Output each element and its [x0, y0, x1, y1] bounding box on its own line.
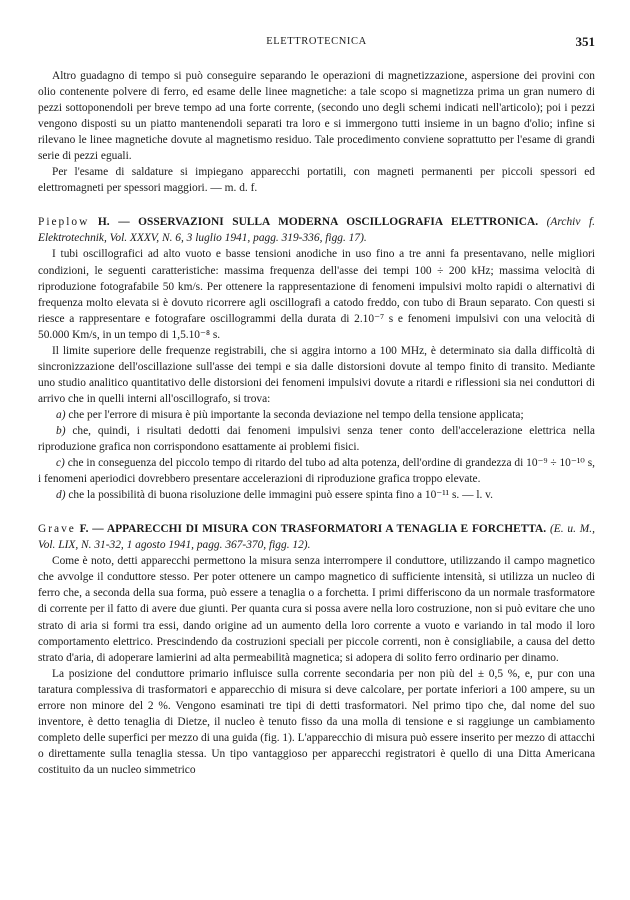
abstract-citation: (Archiv f. Elektrotechnik, Vol. XXXV, N. 6, 3 luglio 1941, pagg. 319-336, figg. 17). — [38, 216, 595, 245]
abstract-heading — [38, 521, 595, 553]
page-header — [38, 36, 595, 54]
list-item-text: che la possibilità di buona risoluzione delle immagini può essere spinta fino a 10⁻¹¹ s. — l. v. — [68, 489, 493, 502]
page-content — [38, 68, 595, 778]
list-item — [38, 407, 595, 423]
abstract-paragraph-1: I tubi oscillografici ad alto vuoto e basse tensioni anodiche in uso fino a tre anni fa presentavano, nelle migliori condizioni, le seguenti caratteristiche: massima frequenza dell'asse dei tempi 100 ÷ 200 kHz; massima velocità di riproduzione fotografabile 50 km/s. Per ottenere la rappresentazione di fenomeni impulsivi molto rapidi o alternativi di frequenza molto elevata si è dovuto ricorrere agli oscillografi a catodo freddo, con tubo di Braun separato. Con questi si riesce a rappresentare e fotografare oscillogrammi della durata di 2.10⁻⁷ s e fenomeni impulsivi con una velocità di 50.000 Km/s, in un tempo di 1,5.10⁻⁸ s. — [38, 248, 595, 341]
list-item-text: che per l'errore di misura è più importante la seconda deviazione nel tempo della tensione applicata; — [68, 408, 524, 421]
list-item-text: che, quindi, i risultati dedotti dai fenomeni impulsivi senza tener conto dell'accelerazione elettrica nella riproduzione grafica non corrispondono esattamente ai problemi fisici. — [38, 424, 595, 454]
abstract-oscillografia — [38, 214, 595, 503]
intro-paragraph-2: Per l'esame di saldature si impiegano apparecchi portatili, con magneti permanenti per piccoli spessori ed elettromagneti per spessori maggiori. — m. d. f. — [38, 166, 595, 195]
abstract-apparecchi-di-misura — [38, 521, 595, 778]
abstract-title: — OSSERVAZIONI SULLA MODERNA OSCILLOGRAFIA ELETTRONICA. — [118, 216, 539, 229]
list-item — [38, 455, 595, 487]
running-title: ELETTROTECNICA — [266, 36, 367, 47]
author-name: Pieplow — [38, 216, 90, 229]
list-item-label: a) — [56, 408, 66, 421]
section-gap — [38, 503, 595, 521]
intro-paragraph-1: Altro guadagno di tempo si può conseguire separando le operazioni di magnetizzazione, aspersione dei provini con olio contenente polvere di ferro, ed esame delle linee magnetiche: a tale scopo si magnetizza prima un gran numero di pezzi sottoponendoli per breve tempo ad una forte corrente, (secondo uno degli schemi indicati nell'articolo); poi i pezzi vengono disposti su un piatto mantenendoli separati tra loro e si immergono tutti insieme in un bagno d'olio; infine si rilevano le linee magnetiche dovute al magnetismo residuo. Tale procedimento conviene soprattutto per l'esame di grandi serie di pezzi eguali. — [38, 70, 595, 163]
abstract-paragraph-2: Il limite superiore delle frequenze registrabili, che si aggira intorno a 100 MHz, è determinato sia dalla difficoltà di sincronizzazione dell'oscillazione sull'asse dei tempi e sia dalle distorsioni dovute al tempo finito di transito. Mediante uno studio analitico quantitativo delle distorsioni dei fenomeni impulsivi dovute a ritardi e riflessioni sia nei conduttori di arrivo che in quelli interni all'oscillografo, si trova: — [38, 344, 595, 405]
abstract-paragraph-2: La posizione del conduttore primario influisce sulla corrente secondaria per non più del ± 0,5 %, e, pur con una taratura complessiva di trasformatori e apparecchio di misura si deve calcolare, per portate inferiori a 100 ampere, su un errore non minore del 2 %. Vengono esaminati tre tipi di detti trasformatori. Nel primo tipo che, dal nome del suo inventore, è detto tenaglia di Dietze, il nucleo è tenuto fisso da una molla di tensione e si raggiunge un cambiamento completo delle superfici per mezzo di una guida (fig. 1). L'apparecchio di misura può essere inserito per mezzo di attacchi o direttamente sulla tenaglia stessa. Un tipo vantaggioso per apparecchi registratori è quello di una Ditta Americana costituito da un nucleo simmetrico — [38, 667, 595, 776]
list-item-label: d) — [56, 489, 66, 502]
section-gap — [38, 196, 595, 214]
list-item-label: b) — [56, 424, 66, 437]
author-initial: F. — [79, 523, 89, 536]
abstract-title: — APPARECCHI DI MISURA CON TRASFORMATORI A TENAGLIA E FORCHETTA. — [92, 523, 547, 536]
list-item — [38, 423, 595, 455]
abstract-paragraph-1: Come è noto, detti apparecchi permettono la misura senza interrompere il conduttore, utilizzando il campo magnetico che avvolge il conduttore stesso. Per poter ottenere un campo magnetico di sufficiente intensità, si utilizza un nucleo di ferro che, a seconda della sua forma, può essere a tenaglia o a forchetta. I primi differiscono da un normale trasformatore di corrente per il fatto di avere due giunti. Per quanta cura si possa avere nella loro costruzione, non si può evitare che uno strato di aria si formi tra essi, dando origine ad un aumento della loro corrente a vuoto e variando in tal modo il loro comportamento elettrico. Prescindendo da costruzioni speciali per piccole correnti, non è consigliabile, a causa del detto strato d'aria, di adoperare lamierini ad alta permeabilità magnetica; si adopera di solito ferro ordinario per dinamo. — [38, 555, 595, 664]
list-item — [38, 487, 595, 503]
author-name: Grave — [38, 523, 76, 536]
author-initial: H. — [97, 216, 110, 229]
abstract-heading — [38, 214, 595, 246]
list-item-label: c) — [56, 457, 65, 470]
list-item-text: che in conseguenza del piccolo tempo di ritardo del tubo ad alta potenza, dell'ordine di grandezza di 10⁻⁹ ÷ 10⁻¹⁰ s, i fenomeni aperiodici dovrebbero presentare accelerazioni di riproduzione grafica troppo elevate. — [38, 457, 595, 486]
abstract-citation: (E. u. M., Vol. LIX, N. 31-32, 1 agosto 1941, pagg. 367-370, figg. 12). — [38, 523, 595, 552]
page-number: 351 — [575, 34, 595, 49]
